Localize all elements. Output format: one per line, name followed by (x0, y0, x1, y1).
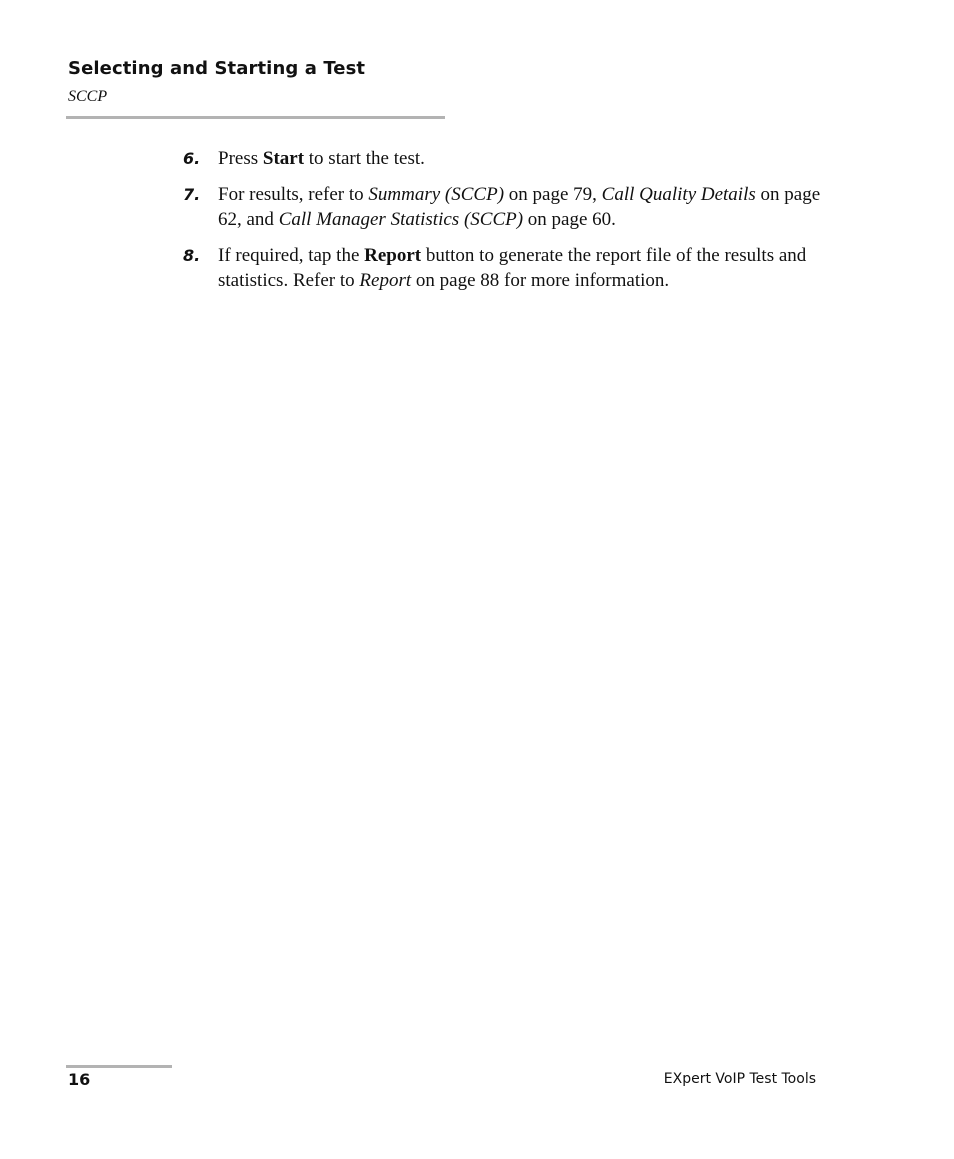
cross-reference: Report (359, 270, 412, 291)
step-text: button to generate the report file of the results and statistics. Refer to (218, 245, 807, 291)
step-text: on page 79, (504, 184, 602, 205)
page-number: 16 (68, 1070, 91, 1089)
footer-doc-title: EXpert VoIP Test Tools (663, 1071, 816, 1087)
running-header-subtitle: SCCP (68, 88, 108, 105)
footer-divider (66, 1065, 172, 1068)
step-text: on page 60. (523, 209, 616, 230)
cross-reference: Call Manager Statistics (SCCP) (278, 209, 524, 230)
step-item (183, 146, 823, 171)
running-header-title: Selecting and Starting a Test (68, 58, 366, 79)
step-text: to start the test. (304, 148, 425, 169)
step-number: 6. (183, 149, 201, 168)
step-number: 8. (183, 246, 201, 265)
step-list (183, 146, 823, 304)
step-text: Press (218, 148, 263, 169)
cross-reference: Call Quality Details (601, 184, 756, 205)
header-divider (66, 116, 445, 119)
step-text: on page 88 for more information. (411, 270, 670, 291)
ui-term-report: Report (364, 245, 422, 266)
cross-reference: Summary (SCCP) (368, 184, 505, 205)
step-text: on page 62, and (218, 184, 821, 230)
step-text: For results, refer to (218, 184, 369, 205)
step-item (183, 243, 823, 293)
ui-term-start: Start (262, 148, 305, 169)
step-item (183, 182, 823, 232)
step-number: 7. (183, 185, 201, 204)
step-text: If required, tap the (218, 245, 365, 266)
